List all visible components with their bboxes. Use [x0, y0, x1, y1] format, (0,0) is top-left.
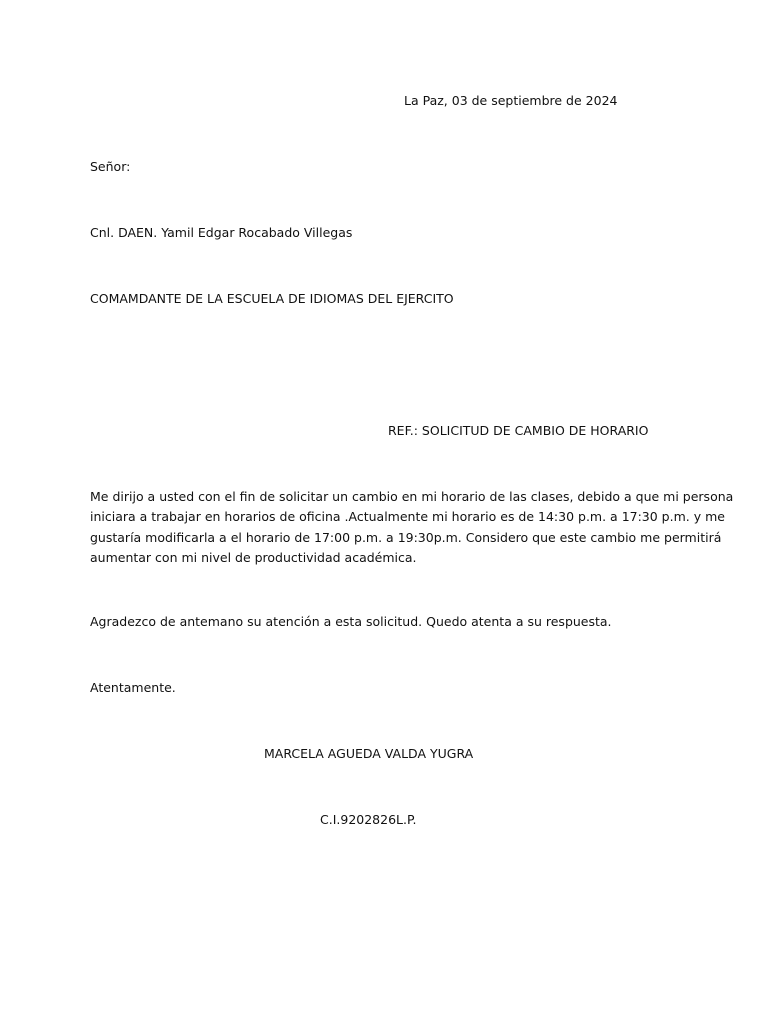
body-line: gustaría modificarla a el horario de 17:00 p.m. a 19:30p.m. Considero que este cambio me permitirá — [90, 529, 722, 545]
body-line: Me dirijo a usted con el fin de solicitar un cambio en mi horario de las clases, debido a que mi persona — [90, 489, 734, 504]
signer-name: MARCELA AGUEDA VALDA YUGRA — [264, 746, 474, 761]
signer-id: C.I.9202826L.P. — [320, 812, 417, 827]
thanks-paragraph: Agradezco de antemano su atención a esta solicitud. Quedo atenta a su respuesta. — [90, 614, 612, 629]
body-paragraph — [90, 487, 734, 568]
body-line: iniciara a trabajar en horarios de oficina .Actualmente mi horario es de 14:30 p.m. a 17:30 p.m. y me — [90, 509, 725, 525]
closing: Atentamente. — [90, 680, 176, 695]
recipient-title: COMAMDANTE DE LA ESCUELA DE IDIOMAS DEL EJERCITO — [90, 291, 454, 306]
date-line: La Paz, 03 de septiembre de 2024 — [404, 93, 618, 108]
recipient-name: Cnl. DAEN. Yamil Edgar Rocabado Villegas — [90, 225, 353, 240]
reference-line: REF.: SOLICITUD DE CAMBIO DE HORARIO — [388, 423, 649, 438]
body-line: aumentar con mi nivel de productividad académica. — [90, 549, 417, 565]
salutation: Señor: — [90, 159, 131, 174]
